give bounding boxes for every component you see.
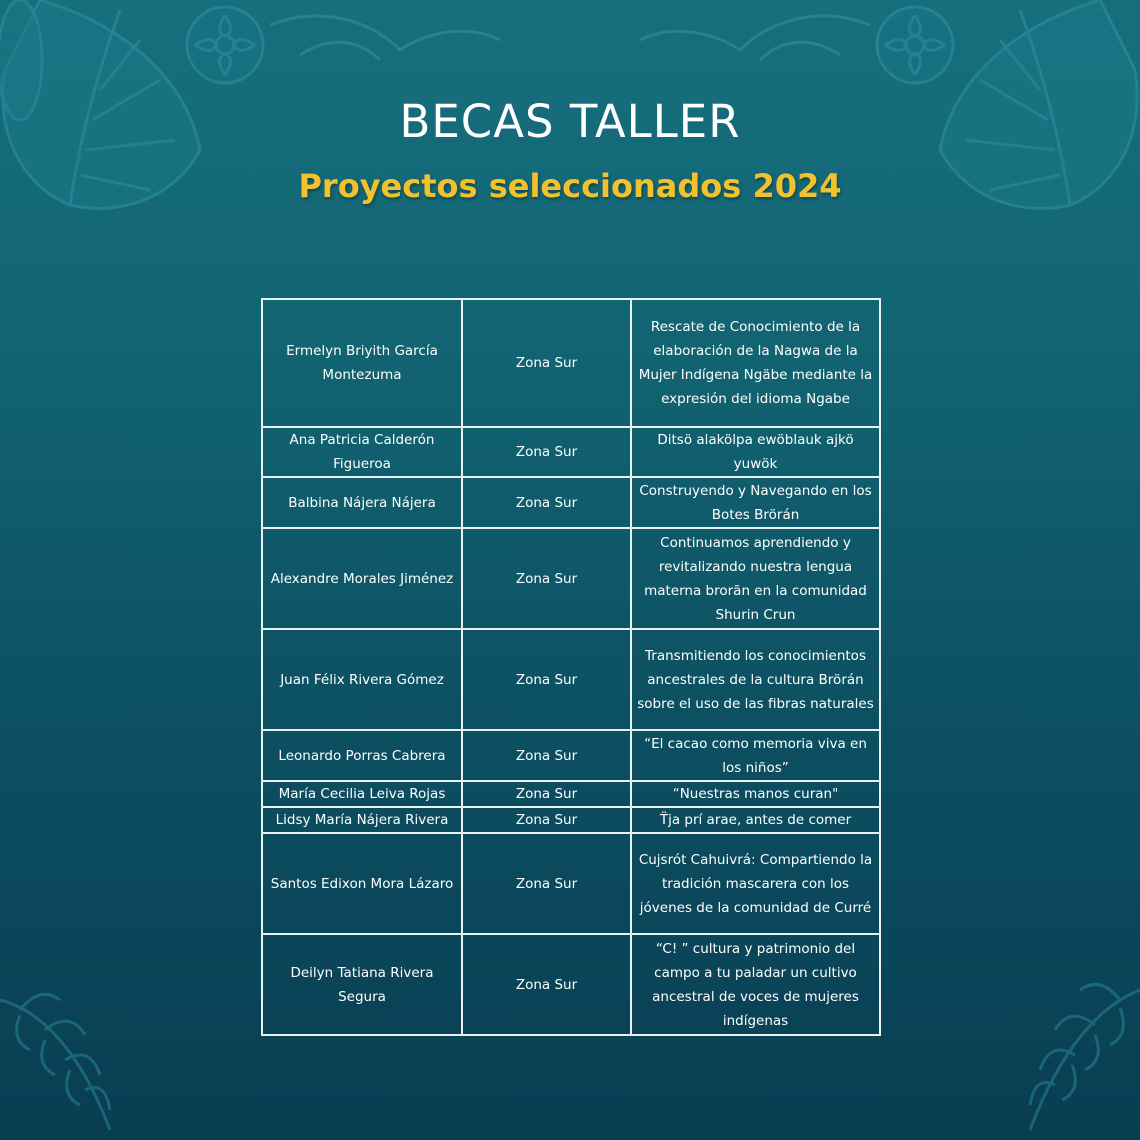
zone-cell: Zona Sur [462,730,631,781]
name-cell: Leonardo Porras Cabrera [262,730,462,781]
table-row [262,477,880,528]
table-row [262,427,880,477]
flower-icon [187,7,500,83]
zone-cell: Zona Sur [462,934,631,1035]
project-cell: Rescate de Conocimiento de la elaboración de la Nagwa de la Mujer Indígena Ngäbe mediante la expresión del idioma Ngabe [631,299,880,427]
name-cell: Balbina Nájera Nájera [262,477,462,528]
name-cell: Deilyn Tatiana Rivera Segura [262,934,462,1035]
zone-cell: Zona Sur [462,299,631,427]
name-cell: Ana Patricia Calderón Figueroa [262,427,462,477]
name-cell: María Cecilia Leiva Rojas [262,781,462,807]
table-row [262,781,880,807]
project-cell: “C! ” cultura y patrimonio del campo a tu paladar un cultivo ancestral de voces de mujeres indígenas [631,934,880,1035]
fern-icon [0,994,110,1130]
table-row [262,528,880,629]
name-cell: Lidsy María Nájera Rivera [262,807,462,833]
project-cell: “El cacao como memoria viva en los niños” [631,730,880,781]
name-cell: Ermelyn Briyith García Montezuma [262,299,462,427]
flower-icon [640,7,953,83]
name-cell: Juan Félix Rivera Gómez [262,629,462,730]
project-cell: T̈ja prí arae, antes de comer [631,807,880,833]
project-cell: Transmitiendo los conocimientos ancestrales de la cultura Brörán sobre el uso de las fibras naturales [631,629,880,730]
project-cell: Cujsrót Cahuivrá: Compartiendo la tradición mascarera con los jóvenes de la comunidad de Curré [631,833,880,934]
table-row [262,934,880,1035]
zone-cell: Zona Sur [462,427,631,477]
projects-table [261,298,881,1036]
table-row [262,807,880,833]
zone-cell: Zona Sur [462,781,631,807]
table-row [262,833,880,934]
zone-cell: Zona Sur [462,833,631,934]
zone-cell: Zona Sur [462,629,631,730]
table-row [262,730,880,781]
poster-title: BECAS TALLER [399,95,741,148]
zone-cell: Zona Sur [462,807,631,833]
project-cell: “Nuestras manos curan" [631,781,880,807]
table-row [262,299,880,427]
table-row [262,629,880,730]
project-cell: Continuamos aprendiendo y revitalizando nuestra lengua materna brorãn en la comunidad Shurin Crun [631,528,880,629]
poster-subtitle: Proyectos seleccionados 2024 [298,167,842,205]
zone-cell: Zona Sur [462,477,631,528]
name-cell: Alexandre Morales Jiménez [262,528,462,629]
name-cell: Santos Edixon Mora Lázaro [262,833,462,934]
fern-icon [1030,984,1140,1130]
project-cell: Ditsö alakölpa ewöblauk ajkö yuwök [631,427,880,477]
zone-cell: Zona Sur [462,528,631,629]
project-cell: Construyendo y Navegando en los Botes Brörán [631,477,880,528]
